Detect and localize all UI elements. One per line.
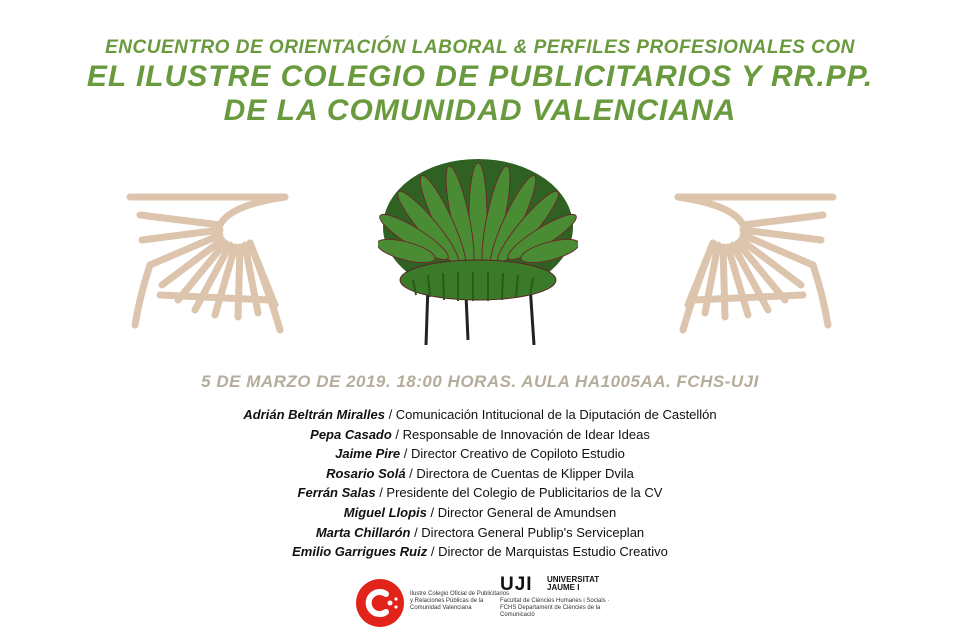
green-petal-chair-image: [378, 155, 578, 350]
speaker-role: / Director Creativo de Copiloto Estudio: [400, 446, 625, 462]
speaker-name: Marta Chillarón: [315, 524, 411, 540]
speaker-row: [0, 523, 960, 543]
speaker-name: Pepa Casado: [310, 426, 392, 442]
speaker-name: Ferrán Salas: [297, 485, 376, 501]
speaker-row: [0, 425, 960, 445]
speaker-row: [0, 444, 960, 464]
sponsor-logos: [350, 568, 610, 632]
cocv-logo-icon: [355, 578, 405, 628]
wooden-chair-left-image: [120, 185, 295, 350]
speaker-name: Adrián Beltrán Miralles: [243, 407, 385, 422]
chairs-illustration: [0, 150, 960, 350]
title-line-2: EL ILUSTRE COLEGIO DE PUBLICITARIOS Y RR.PP.: [86, 60, 874, 93]
speaker-list: [0, 405, 960, 562]
cocv-logo-text: Ilustre Colegio Oficial de Publicitarios y Relaciones Públicas de la Comunidad Valenciana: [410, 591, 510, 611]
speaker-name: Miguel Llopis: [343, 504, 427, 520]
speaker-row: [0, 405, 960, 425]
speaker-name: Jaime Pire: [335, 446, 401, 462]
event-date: 5 DE MARZO DE 2019. 18:00 HORAS. AULA HA1005AA. FCHS-UJI: [201, 372, 759, 391]
speaker-role: / Presidente del Colegio de Publicitarios de la CV: [375, 485, 663, 501]
title-line-3: DE LA COMUNIDAD VALENCIANA: [223, 94, 737, 127]
wooden-chair-right-image: [668, 185, 843, 350]
speaker-name: Rosario Solá: [326, 465, 406, 481]
speaker-role: / Directora de Cuentas de Klipper Dvila: [405, 465, 634, 481]
uji-logo-icon: UJI: [500, 574, 533, 595]
speaker-role: / Director de Marquistas Estudio Creativo: [427, 544, 668, 560]
uji-university-name: [547, 576, 599, 592]
speaker-row: [0, 464, 960, 484]
speaker-role: / Director General de Amundsen: [426, 504, 617, 520]
title-line-1: ENCUENTRO DE ORIENTACIÓN LABORAL & PERFILES PROFESIONALES CON: [105, 37, 855, 58]
speaker-row: [0, 483, 960, 503]
speaker-name: Emilio Garrigues Ruiz: [292, 544, 428, 560]
speaker-role: / Comunicación Intitucional de la Diputación de Castellón: [384, 407, 717, 422]
speaker-row: [0, 503, 960, 523]
uji-name-line-1: UNIVERSITAT: [547, 575, 600, 584]
uji-faculty-text: Facultat de Ciències Humanes i Socials · FCHS Departament de Ciències de la Comunicació: [500, 598, 610, 618]
speaker-row: [0, 542, 960, 562]
speaker-role: / Responsable de Innovación de Idear Ideas: [391, 426, 650, 442]
speaker-role: / Directora General Publip's Serviceplan: [410, 524, 645, 540]
header: [0, 36, 960, 128]
uji-name-line-2: JAUME I: [547, 583, 580, 592]
